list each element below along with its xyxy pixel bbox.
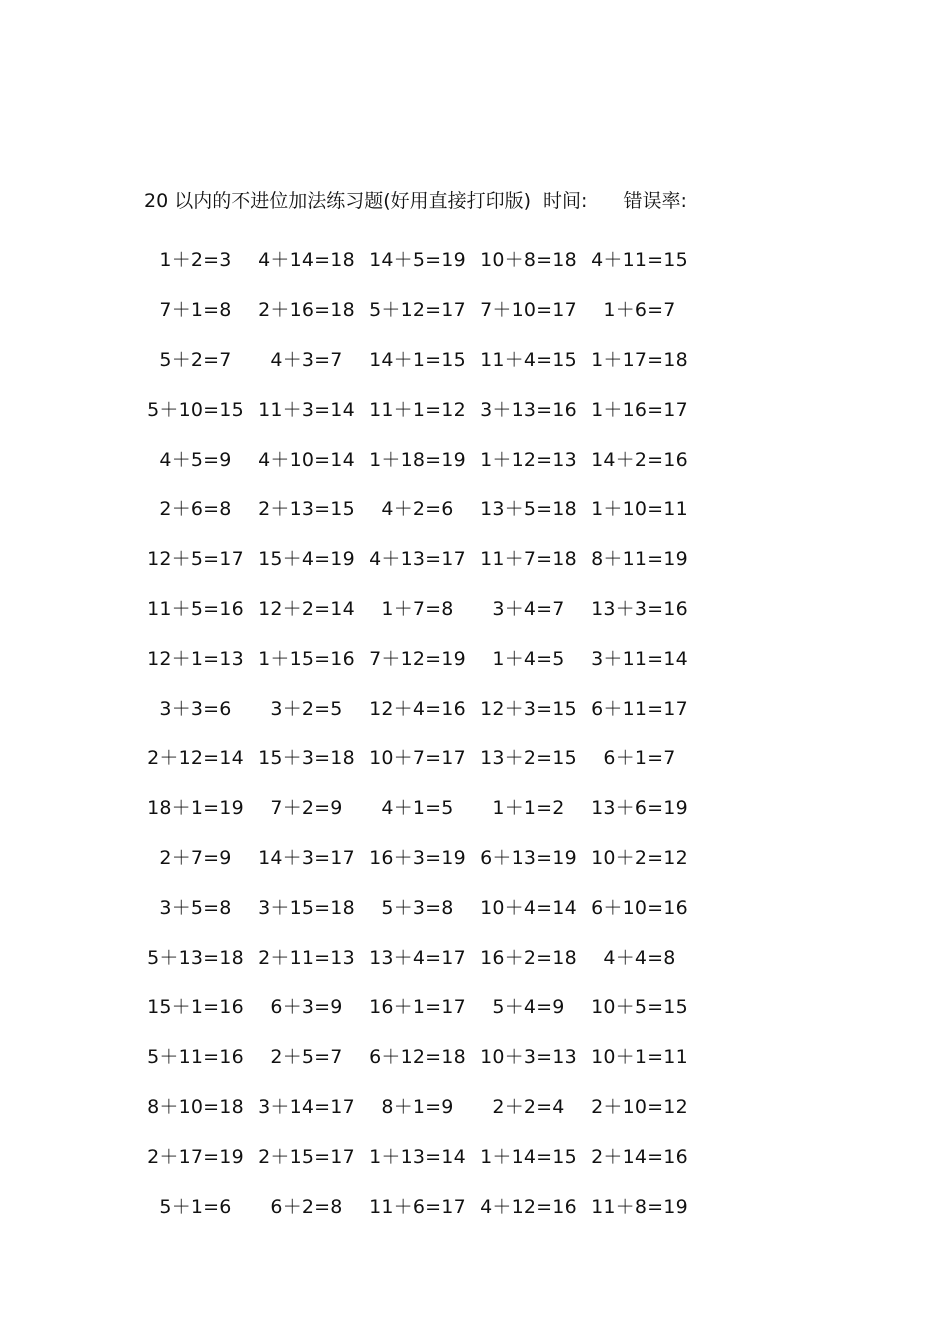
problem-row [140,682,700,732]
problem-item: 4＋3=7 [270,348,343,371]
problem-item: 12＋5=17 [147,548,244,571]
problem-item: 8＋10=18 [147,1095,244,1118]
problem-row [140,1081,700,1131]
problem-item: 10＋5=15 [591,996,688,1019]
problem-item: 15＋4=19 [258,548,355,571]
problem-item: 10＋7=17 [369,747,466,770]
problem-row [140,583,700,633]
problem-item: 6＋11=17 [591,697,688,720]
problem-item: 2＋2=4 [492,1095,565,1118]
problem-row [140,533,700,583]
problem-item: 2＋12=14 [147,747,244,770]
problem-item: 12＋4=16 [369,697,466,720]
problem-item: 3＋14=17 [258,1095,355,1118]
problem-row [140,732,700,782]
problem-item: 5＋12=17 [369,299,466,322]
problem-item: 2＋6=8 [159,498,232,521]
problem-item: 1＋18=19 [369,448,466,471]
problem-item: 3＋15=18 [258,896,355,919]
problem-item: 6＋13=19 [480,846,577,869]
problem-item: 14＋1=15 [369,348,466,371]
problem-item: 2＋13=15 [258,498,355,521]
problem-item: 1＋2=3 [159,249,232,272]
problem-item: 1＋13=14 [369,1145,466,1168]
problem-item: 2＋14=16 [591,1145,688,1168]
problem-row [140,632,700,682]
problem-item: 7＋10=17 [480,299,577,322]
problem-item: 5＋11=16 [147,1046,244,1069]
problem-item: 7＋2=9 [270,797,343,820]
problem-item: 8＋1=9 [381,1095,454,1118]
problem-item: 5＋2=7 [159,348,232,371]
problem-row [140,1031,700,1081]
problem-item: 11＋7=18 [480,548,577,571]
problem-row [140,881,700,931]
problem-item: 6＋10=16 [591,896,688,919]
problem-row [140,284,700,334]
problem-row [140,832,700,882]
problem-item: 10＋4=14 [480,896,577,919]
problem-item: 10＋8=18 [480,249,577,272]
problem-item: 13＋2=15 [480,747,577,770]
problem-item: 16＋1=17 [369,996,466,1019]
problem-item: 3＋13=16 [480,398,577,421]
problem-item: 2＋7=9 [159,846,232,869]
problem-item: 5＋10=15 [147,398,244,421]
problem-item: 1＋15=16 [258,647,355,670]
problem-item: 1＋16=17 [591,398,688,421]
problem-item: 10＋1=11 [591,1046,688,1069]
problem-item: 10＋2=12 [591,846,688,869]
problem-row [140,931,700,981]
problem-row [140,334,700,384]
problem-item: 1＋1=2 [492,797,565,820]
problem-item: 1＋12=13 [480,448,577,471]
page-title: 20 以内的不进位加法练习题(好用直接打印版) [144,190,532,212]
problem-item: 4＋11=15 [591,249,688,272]
problem-item: 11＋1=12 [369,398,466,421]
problem-item: 4＋12=16 [480,1195,577,1218]
problem-item: 11＋5=16 [147,597,244,620]
problem-item: 11＋4=15 [480,348,577,371]
problem-row [140,234,700,284]
problem-item: 4＋2=6 [381,498,454,521]
problem-grid [140,234,700,1230]
problem-row [140,981,700,1031]
problem-item: 11＋8=19 [591,1195,688,1218]
problem-item: 1＋4=5 [492,647,565,670]
worksheet-header [144,186,764,216]
problem-item: 3＋5=8 [159,896,232,919]
problem-item: 13＋5=18 [480,498,577,521]
problem-item: 4＋14=18 [258,249,355,272]
problem-item: 2＋11=13 [258,946,355,969]
problem-item: 13＋6=19 [591,797,688,820]
problem-item: 15＋1=16 [147,996,244,1019]
problem-item: 4＋5=9 [159,448,232,471]
problem-item: 2＋17=19 [147,1145,244,1168]
problem-item: 14＋5=19 [369,249,466,272]
problem-item: 2＋16=18 [258,299,355,322]
problem-row [140,433,700,483]
problem-item: 16＋3=19 [369,846,466,869]
problem-item: 5＋4=9 [492,996,565,1019]
problem-row [140,383,700,433]
problem-item: 13＋4=17 [369,946,466,969]
problem-item: 8＋11=19 [591,548,688,571]
problem-item: 3＋4=7 [492,597,565,620]
problem-item: 3＋11=14 [591,647,688,670]
problem-row [140,1130,700,1180]
problem-item: 4＋4=8 [603,946,676,969]
problem-item: 10＋3=13 [480,1046,577,1069]
problem-item: 4＋10=14 [258,448,355,471]
problem-item: 15＋3=18 [258,747,355,770]
problem-item: 2＋15=17 [258,1145,355,1168]
problem-item: 13＋3=16 [591,597,688,620]
problem-item: 2＋5=7 [270,1046,343,1069]
error-rate-label: 错误率: [623,190,687,212]
problem-item: 6＋1=7 [603,747,676,770]
problem-item: 6＋2=8 [270,1195,343,1218]
problem-item: 5＋13=18 [147,946,244,969]
problem-item: 11＋6=17 [369,1195,466,1218]
problem-item: 12＋1=13 [147,647,244,670]
problem-item: 2＋10=12 [591,1095,688,1118]
problem-item: 1＋14=15 [480,1145,577,1168]
problem-item: 1＋7=8 [381,597,454,620]
problem-item: 6＋3=9 [270,996,343,1019]
problem-item: 1＋6=7 [603,299,676,322]
problem-item: 4＋1=5 [381,797,454,820]
problem-item: 7＋12=19 [369,647,466,670]
problem-item: 3＋2=5 [270,697,343,720]
problem-item: 11＋3=14 [258,398,355,421]
problem-item: 1＋10=11 [591,498,688,521]
problem-item: 4＋13=17 [369,548,466,571]
problem-row [140,782,700,832]
problem-item: 12＋3=15 [480,697,577,720]
time-label: 时间: [543,190,588,212]
problem-row [140,1180,700,1230]
problem-item: 14＋3=17 [258,846,355,869]
problem-item: 16＋2=18 [480,946,577,969]
problem-item: 5＋3=8 [381,896,454,919]
problem-item: 7＋1=8 [159,299,232,322]
problem-item: 1＋17=18 [591,348,688,371]
problem-item: 12＋2=14 [258,597,355,620]
problem-item: 5＋1=6 [159,1195,232,1218]
problem-item: 3＋3=6 [159,697,232,720]
problem-row [140,483,700,533]
problem-item: 14＋2=16 [591,448,688,471]
problem-item: 18＋1=19 [147,797,244,820]
problem-item: 6＋12=18 [369,1046,466,1069]
